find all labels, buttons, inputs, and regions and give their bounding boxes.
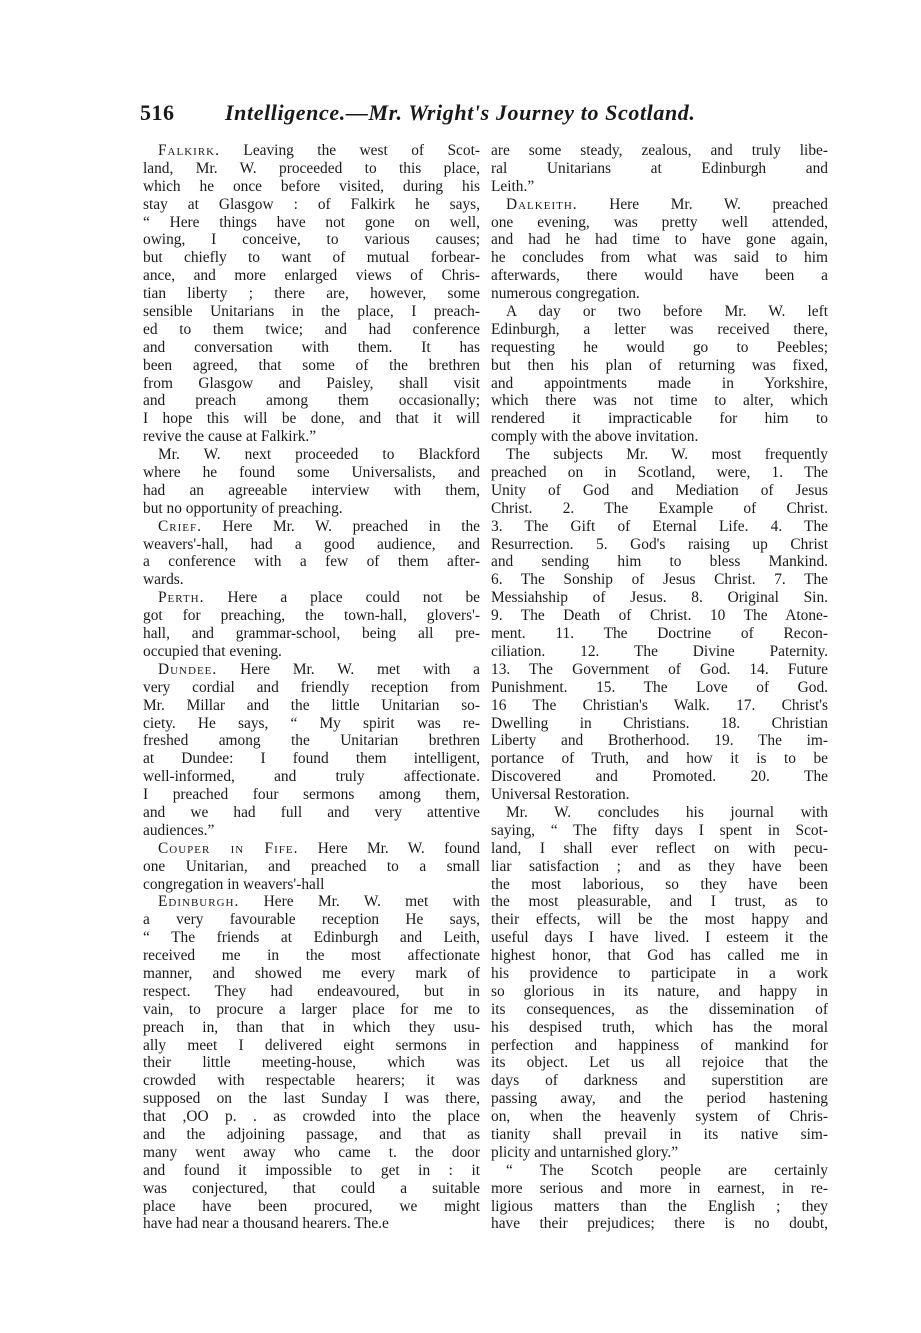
text-line: Discovered and Promoted. 20. The	[491, 768, 828, 786]
text-line: saying, “ The fifty days I spent in Scot-	[491, 821, 828, 839]
section-heading: Falkirk.	[158, 142, 220, 159]
text-line: and preach among them occasionally;	[143, 392, 480, 410]
text-line: very cordial and friendly reception from	[143, 678, 480, 696]
text-line: Mr. W. concludes his journal with	[506, 803, 828, 821]
text-line: their effects, will be the most happy and	[491, 911, 828, 929]
page-header	[140, 100, 840, 134]
text-line: the most laborious, so they have been	[491, 875, 828, 893]
text-line: at Dundee: I found them intelligent,	[143, 750, 480, 768]
text-line: requesting he would go to Peebles;	[491, 338, 828, 356]
text-line: days of darkness and superstition are	[491, 1072, 828, 1090]
text-line: ciliation. 12. The Divine Paternity.	[491, 642, 828, 660]
text-line: vain, to procure a larger place for me to	[143, 1000, 480, 1018]
text-line: ciety. He says, “ My spirit was re-	[143, 714, 480, 732]
text-line: got for preaching, the town-hall, glovers'-	[143, 607, 480, 625]
section-heading: Edinburgh.	[158, 893, 240, 911]
text-line: Couper in Fife. Here Mr. W. found	[158, 839, 480, 857]
text-line: tian liberty ; there are, however, some	[143, 285, 480, 303]
text-line: Messiahship of Jesus. 8. Original Sin.	[491, 589, 828, 607]
text-line: which he once before visited, during his	[143, 177, 480, 195]
right-column	[491, 142, 828, 1233]
text-line: “ Here things have not gone on well,	[143, 213, 480, 231]
text-line: on, when the heavenly system of Chris-	[491, 1108, 828, 1126]
text-line: congregation in weavers'-hall	[143, 875, 325, 893]
text-line: comply with the above invitation.	[491, 428, 699, 446]
text-line: Unity of God and Mediation of Jesus	[491, 481, 828, 499]
text-line: ally meet I delivered eight sermons in	[143, 1036, 480, 1054]
text-line: A day or two before Mr. W. left	[506, 303, 828, 321]
text-line: audiences.”	[143, 821, 215, 839]
text-line: stay at Glasgow : of Falkirk he says,	[143, 195, 480, 213]
text-line: useful days I have lived. I esteem it the	[491, 929, 828, 947]
text-line: liar satisfaction ; and as they have been	[491, 857, 828, 875]
text-line: Edinburgh. Here Mr. W. met with	[158, 893, 480, 911]
text-line: have had near a thousand hearers. The.e	[143, 1215, 389, 1233]
text-line: one evening, was pretty well attended,	[491, 213, 828, 231]
text-line: so glorious in its nature, and happy in	[491, 982, 828, 1000]
text-line: hall, and grammar-school, being all pre-	[143, 625, 480, 643]
text-line: but chiefly to want of mutual forbear-	[143, 249, 480, 267]
text-line: Edinburgh, a letter was received there,	[491, 320, 828, 338]
text-line: ed to them twice; and had conference	[143, 320, 480, 338]
text-line: the most pleasurable, and I trust, as to	[491, 893, 828, 911]
text-line: had an agreeable interview with them,	[143, 481, 480, 499]
text-line: The subjects Mr. W. most frequently	[506, 446, 828, 464]
text-line: its consequences, as the dissemination of	[491, 1000, 828, 1018]
text-line: Mr. W. next proceeded to Blackford	[158, 446, 480, 464]
text-line: his providence to participate in a work	[491, 964, 828, 982]
text-line: Dundee. Here Mr. W. met with a	[158, 660, 480, 678]
text-line: “ The friends at Edinburgh and Leith,	[143, 929, 480, 947]
text-line: revive the cause at Falkirk.”	[143, 428, 317, 446]
text-line: Christ. 2. The Example of Christ.	[491, 499, 828, 517]
section-heading: Dundee.	[158, 660, 218, 678]
text-line: wards.	[143, 571, 184, 589]
text-line: portance of Truth, and how it is to be	[491, 750, 828, 768]
text-line: and conversation with them. It has	[143, 338, 480, 356]
text-line: ral Unitarians at Edinburgh and	[491, 159, 828, 177]
text-line: rendered it impracticable for him to	[491, 410, 828, 428]
text-line: Liberty and Brotherhood. 19. The im-	[491, 732, 828, 750]
text-line: occupied that evening.	[143, 642, 282, 660]
text-line: “ The Scotch people are certainly	[506, 1161, 828, 1179]
section-heading: Dalkeith.	[506, 195, 578, 213]
text-line: land, Mr. W. proceeded to this place,	[143, 159, 480, 177]
text-line: and the adjoining passage, and that as	[143, 1125, 480, 1143]
text-line: have their prejudices; there is no doubt,	[491, 1215, 828, 1233]
text-line: preached on in Scotland, were, 1. The	[491, 464, 828, 482]
text-line: Falkirk. Leaving the west of Scot-	[158, 142, 480, 159]
text-line: a conference with a few of them after-	[143, 553, 480, 571]
page-number: 516	[140, 100, 175, 125]
text-line: place have been procured, we might	[143, 1197, 480, 1215]
text-line: well-informed, and truly affectionate.	[143, 768, 480, 786]
text-line: Leith.”	[491, 177, 535, 195]
text-line: its object. Let us all rejoice that the	[491, 1054, 828, 1072]
text-line: Crief. Here Mr. W. preached in the	[158, 517, 480, 535]
text-line: more serious and more in earnest, in re-	[491, 1179, 828, 1197]
text-line: ligious matters than the English ; they	[491, 1197, 828, 1215]
text-line: plicity and untarnished glory.”	[491, 1143, 679, 1161]
text-line: one Unitarian, and preached to a small	[143, 857, 480, 875]
text-line: and found it impossible to get in : it	[143, 1161, 480, 1179]
text-line: perfection and happiness of mankind for	[491, 1036, 828, 1054]
text-line: highest honor, that God has called me in	[491, 947, 828, 965]
text-line: ment. 11. The Doctrine of Recon-	[491, 625, 828, 643]
text-line: numerous congregation.	[491, 285, 640, 303]
text-line: but no opportunity of preaching.	[143, 499, 343, 517]
text-line: Punishment. 15. The Love of God.	[491, 678, 828, 696]
text-line: owing, I conceive, to various causes;	[143, 231, 480, 249]
text-line: Dalkeith. Here Mr. W. preached	[506, 195, 828, 213]
text-line: passing away, and the period hastening	[491, 1090, 828, 1108]
text-line: Universal Restoration.	[491, 786, 630, 804]
text-line: received me in the most affectionate	[143, 947, 480, 965]
text-line: 13. The Government of God. 14. Future	[491, 660, 828, 678]
text-line: are some steady, zealous, and truly libe-	[491, 142, 828, 159]
section-heading: Couper in Fife.	[158, 839, 299, 857]
text-line: preach in, than that in which they usu-	[143, 1018, 480, 1036]
text-line: but then his plan of returning was fixed,	[491, 356, 828, 374]
text-line: freshed among the Unitarian brethren	[143, 732, 480, 750]
text-line: which there was not time to alter, which	[491, 392, 828, 410]
text-line: crowded with respectable hearers; it was	[143, 1072, 480, 1090]
text-line: that ,OO p. . as crowded into the place	[143, 1108, 480, 1126]
text-line: Mr. Millar and the little Unitarian so-	[143, 696, 480, 714]
text-line: his despised truth, which has the moral	[491, 1018, 828, 1036]
text-line: and we had full and very attentive	[143, 803, 480, 821]
text-line: he concludes from what was said to him	[491, 249, 828, 267]
text-line: their little meeting-house, which was	[143, 1054, 480, 1072]
text-line: I hope this will be done, and that it will	[143, 410, 480, 428]
text-line: where he found some Universalists, and	[143, 464, 480, 482]
text-line: manner, and showed me every mark of	[143, 964, 480, 982]
text-line: weavers'-hall, had a good audience, and	[143, 535, 480, 553]
text-line: 9. The Death of Christ. 10 The Atone-	[491, 607, 828, 625]
text-line: Resurrection. 5. God's raising up Christ	[491, 535, 828, 553]
section-heading: Crief.	[158, 517, 202, 535]
text-line: Perth. Here a place could not be	[158, 589, 480, 607]
section-heading: Perth.	[158, 589, 205, 607]
text-line: and sending him to bless Mankind.	[491, 553, 828, 571]
text-line: Dwelling in Christians. 18. Christian	[491, 714, 828, 732]
text-line: respect. They had endeavoured, but in	[143, 982, 480, 1000]
text-line: was conjectured, that could a suitable	[143, 1179, 480, 1197]
text-line: afterwards, there would have been a	[491, 267, 828, 285]
text-line: a very favourable reception He says,	[143, 911, 480, 929]
text-line: tianity shall prevail in its native sim-	[491, 1125, 828, 1143]
text-line: from Glasgow and Paisley, shall visit	[143, 374, 480, 392]
running-title: Intelligence.—Mr. Wright's Journey to Scotland.	[225, 100, 696, 125]
text-line: many went away who came t. the door	[143, 1143, 480, 1161]
text-line: 3. The Gift of Eternal Life. 4. The	[491, 517, 828, 535]
text-line: supposed on the last Sunday I was there,	[143, 1090, 480, 1108]
text-line: land, I shall ever reflect on with pecu-	[491, 839, 828, 857]
text-line: 16 The Christian's Walk. 17. Christ's	[491, 696, 828, 714]
left-column	[143, 142, 480, 1233]
text-line: and appointments made in Yorkshire,	[491, 374, 828, 392]
text-line: been agreed, that some of the brethren	[143, 356, 480, 374]
text-line: ance, and more enlarged views of Chris-	[143, 267, 480, 285]
text-line: and had he had time to have gone again,	[491, 231, 828, 249]
text-line: I preached four sermons among them,	[143, 786, 480, 804]
text-line: 6. The Sonship of Jesus Christ. 7. The	[491, 571, 828, 589]
text-line: sensible Unitarians in the place, I preach-	[143, 303, 480, 321]
